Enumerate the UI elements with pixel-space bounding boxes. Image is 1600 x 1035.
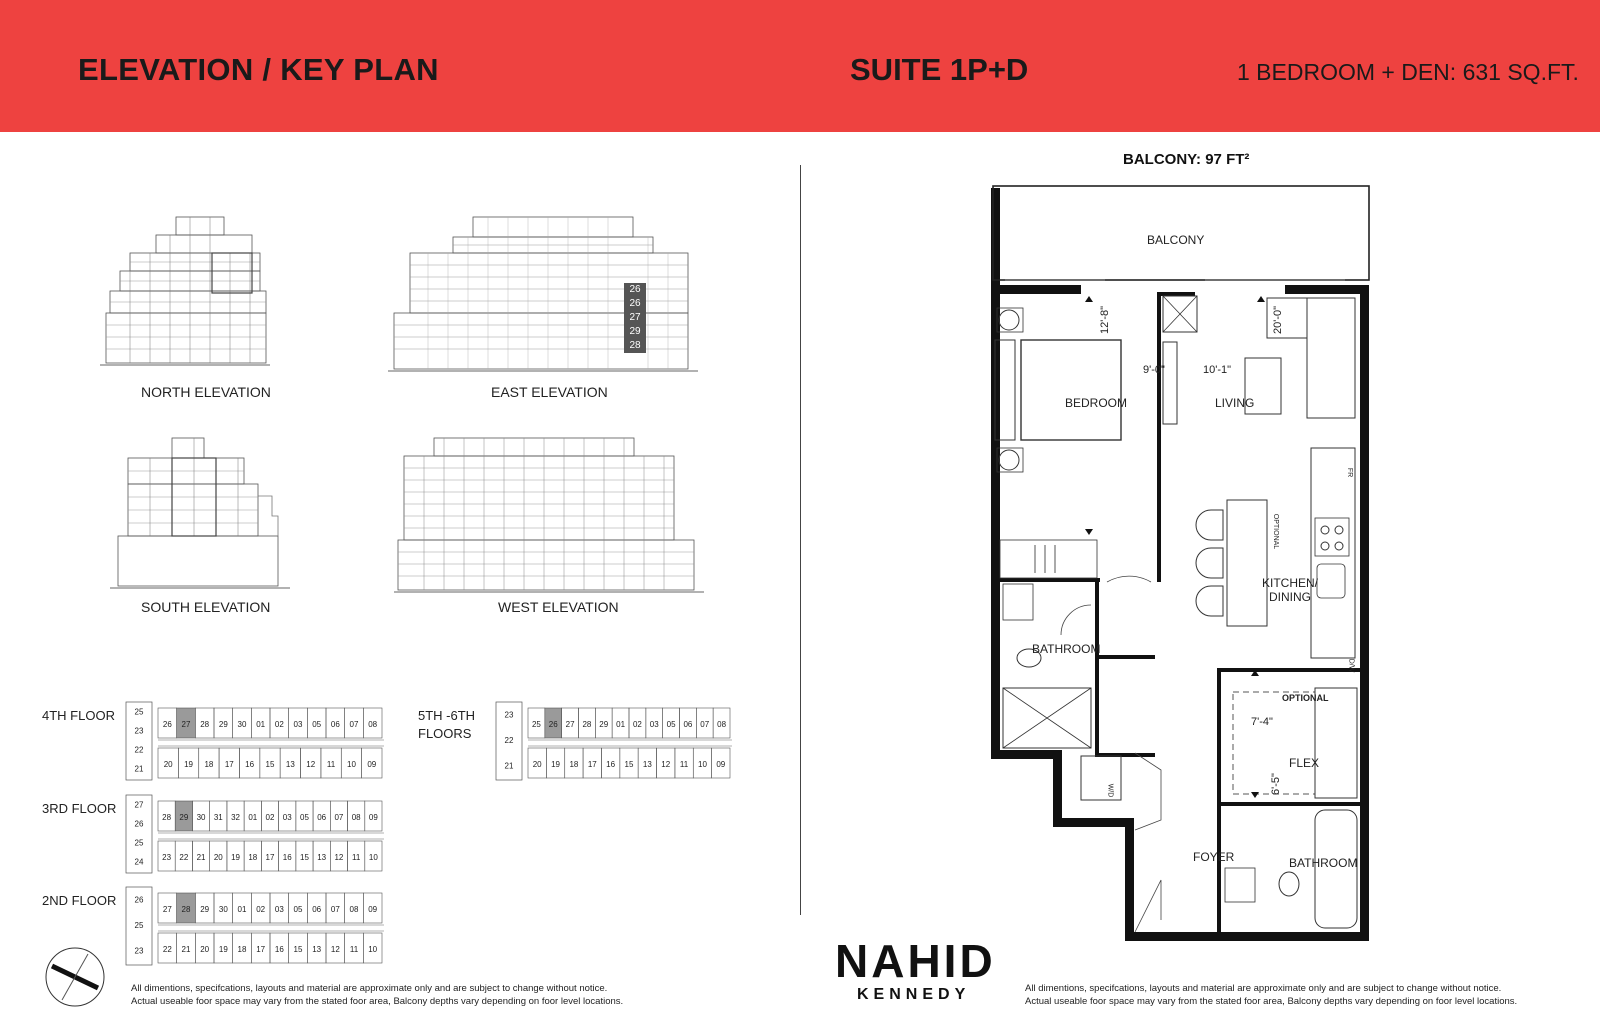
key-plan-unit-label: 09 [367,760,377,769]
key-plan-unit-label: 13 [285,760,295,769]
north-elevation-label: NORTH ELEVATION [141,384,271,400]
bedroom-depth-dim: 12'-8" [1099,305,1112,335]
key-plan-unit-label: 01 [616,720,626,729]
key-plan-unit-label: 13 [312,945,322,954]
key-plan-unit-label: 20 [532,760,542,769]
key-plan-unit-label: 18 [237,945,247,954]
key-plan-unit-label: 27 [162,905,172,914]
key-plan-unit-label: 19 [551,760,560,769]
key-plan-unit-label: 15 [265,760,275,769]
key-plan-unit-label: 16 [606,760,616,769]
kitchen-dining-label [1262,576,1318,604]
key-plan-unit-label: 28 [200,720,210,729]
key-plan-unit-label: 19 [218,945,228,954]
disclaimer-right [1025,982,1517,1008]
key-plan-unit-label: 18 [569,760,579,769]
column-divider [800,165,801,915]
key-plan-unit-label: 08 [349,905,359,914]
key-plan-unit-label: 11 [679,760,689,769]
key-plan-unit-label: 17 [256,945,266,954]
east-elevation-unit-markers [624,283,646,353]
key-plan-unit-label: 27 [134,800,144,810]
key-plan-unit-label: 30 [218,905,228,914]
key-plan-unit-label: 24 [134,857,144,867]
north-elevation-drawing [100,215,270,370]
disclaimer-line: Actual useable foor space may vary from the stated foor area, Balcony depths vary depending on foor level locations. [1025,996,1518,1007]
key-plan-unit-label: 21 [196,853,206,862]
key-plan-unit-label: 01 [248,813,258,822]
key-plan-unit-label: 07 [330,905,340,914]
key-plan-unit-label: 12 [306,760,316,769]
key-plan-unit-label: 23 [134,946,144,956]
key-plan-unit-label: 11 [349,945,359,954]
section-title: ELEVATION / KEY PLAN [78,52,439,87]
key-plan-unit-label: 12 [330,945,340,954]
flex-width-dim: 7'-4" [1251,716,1273,728]
living-width-dim: 10'-1" [1203,364,1232,376]
key-plan-unit-label: 21 [504,761,514,771]
key-plan-unit-label: 05 [666,720,676,729]
optional-label: OPTIONAL [1282,693,1329,703]
key-plan-unit-label: 28 [582,720,592,729]
key-plan-unit-label: 18 [204,760,214,769]
living-depth-dim: 20'-0" [1272,305,1285,335]
key-plan-unit-label: 17 [224,760,234,769]
key-plan-unit-label: 20 [163,760,173,769]
key-plan-unit-label: 29 [218,720,228,729]
key-plan-unit-label: 18 [248,853,258,862]
key-plan-unit-label: 29 [200,905,210,914]
key-plan-unit-label: 03 [274,905,284,914]
key-plan-unit-label: 05 [312,720,322,729]
key-plan-unit-label: 01 [256,720,266,729]
bathroom-1-label: BATHROOM [1032,642,1101,656]
key-plan-unit-label: 30 [237,720,247,729]
east-elevation-drawing [388,215,698,375]
key-plan-unit-label: 29 [599,720,609,729]
key-plan-unit-label: 31 [213,813,223,822]
key-plan-unit-label: 08 [368,720,378,729]
key-plan-unit-label: 02 [265,813,275,822]
bedroom-width-dim: 9'-0" [1143,364,1165,376]
floor-5-6-key-plan [494,700,734,785]
key-plan-unit-label: 26 [548,720,558,729]
suite-title: SUITE 1P+D [850,52,1029,87]
key-plan-unit-label: 15 [300,853,309,862]
key-plan-unit-label: 09 [368,905,378,914]
disclaimer-line: Actual useable foor space may vary from the stated foor area, Balcony depths vary depending on foor level locations. [131,996,624,1007]
key-plan-unit-label: 10 [698,760,707,769]
key-plan-unit-label: 10 [368,853,378,862]
key-plan-unit-label: 05 [293,905,303,914]
key-plan-unit-label: 08 [351,813,361,822]
key-plan-unit-label: 25 [134,838,144,848]
key-plan-unit-label: 27 [565,720,575,729]
disclaimer-line: All dimentions, specifcations, layouts and material are approximate only and are subject to change without notice. [131,983,608,994]
key-plan-unit-label: 26 [162,720,172,729]
west-elevation-label: WEST ELEVATION [498,599,619,615]
floor-2-key-plan [124,885,386,970]
south-elevation-label: SOUTH ELEVATION [141,599,271,615]
key-plan-unit-label: 16 [245,760,255,769]
key-plan-unit-label: 23 [162,853,172,862]
key-plan-unit-label: 26 [134,819,144,829]
floor-3-label: 3RD FLOOR [42,801,117,816]
key-plan-unit-label: 19 [231,853,240,862]
key-plan-unit-label: 02 [274,720,284,729]
fridge-label: FR [1346,467,1354,478]
key-plan-unit-label: 20 [200,945,210,954]
key-plan-unit-label: 09 [368,813,378,822]
header-bar [0,0,1600,132]
floor-2-label: 2ND FLOOR [42,893,117,908]
floor-3-key-plan [124,793,386,878]
key-plan-unit-label: 16 [274,945,284,954]
key-plan-unit-label: 25 [134,921,144,930]
key-plan-unit-label: 23 [134,726,144,736]
key-plan-unit-label: 26 [134,895,144,905]
key-plan-unit-label: 05 [300,813,309,822]
key-plan-unit-label: 17 [265,853,275,862]
unit-marker: 29 [629,326,641,337]
unit-info: 1 BEDROOM + DEN: 631 SQ.FT. [1237,59,1579,85]
key-plan-unit-label: 06 [312,905,322,914]
unit-marker: 27 [629,312,641,323]
key-plan-unit-label: 11 [351,853,361,862]
key-plan-unit-label: 07 [700,720,710,729]
south-elevation-drawing [110,436,290,591]
key-plan-unit-label: 22 [162,945,172,954]
disclaimer-line: All dimentions, specifcations, layouts and material are approximate only and are subject to change without notice. [1025,983,1502,994]
suite-floor-plan [985,180,1395,945]
key-plan-unit-label: 10 [368,945,378,954]
north-arrow-icon [44,946,106,1008]
bedroom-label: BEDROOM [1065,396,1128,410]
key-plan-unit-label: 32 [231,813,240,822]
unit-marker: 28 [629,340,641,351]
washer-dryer-label: W/D [1106,783,1114,798]
key-plan-unit-label: 21 [134,764,144,774]
kitchen-label: KITCHEN/ [1262,576,1319,590]
key-plan-unit-label: 03 [282,813,292,822]
east-elevation-label: EAST ELEVATION [491,384,608,400]
key-plan-unit-label: 12 [334,853,344,862]
key-plan-unit-label: 13 [317,853,327,862]
key-plan-unit-label: 06 [683,720,693,729]
key-plan-unit-label: 01 [237,905,247,914]
key-plan-unit-label: 19 [184,760,193,769]
key-plan-unit-label: 06 [330,720,340,729]
key-plan-unit-label: 12 [661,760,671,769]
key-plan-unit-label: 21 [181,945,191,954]
key-plan-unit-label: 08 [717,720,727,729]
living-label: LIVING [1215,396,1255,410]
key-plan-unit-label: 29 [179,813,189,822]
flex-label: FLEX [1289,756,1320,770]
key-plan-unit-label: 27 [181,720,191,729]
key-plan-unit-label: 28 [181,905,191,914]
flex-depth-dim: 6'-5" [1269,773,1282,795]
key-plan-unit-label: 07 [349,720,359,729]
key-plan-unit-label: 02 [256,905,266,914]
key-plan-unit-label: 15 [624,760,634,769]
west-elevation-drawing [394,436,704,596]
bathroom-2-label: BATHROOM [1289,856,1358,870]
key-plan-unit-label: 22 [134,745,144,755]
key-plan-unit-label: 17 [587,760,597,769]
key-plan-unit-label: 07 [334,813,344,822]
dining-label: DINING [1269,590,1311,604]
key-plan-unit-label: 03 [649,720,659,729]
floor-4-label: 4TH FLOOR [42,708,115,723]
dishwasher-label: D/W [1347,658,1355,673]
key-plan-unit-label: 02 [632,720,642,729]
key-plan-unit-label: 09 [716,760,726,769]
key-plan-unit-label: 13 [642,760,652,769]
key-plan-unit-label: 15 [293,945,303,954]
disclaimer-left [131,982,623,1008]
floor-4-key-plan [124,700,386,785]
key-plan-unit-label: 22 [504,736,514,745]
brand-logo-sub: KENNEDY [857,986,971,1003]
key-plan-unit-label: 30 [196,813,206,822]
key-plan-unit-label: 20 [213,853,223,862]
key-plan-unit-label: 11 [326,760,336,769]
floor-5-6-label-line1: 5TH -6TH [418,708,476,723]
brand-logo: NAHID [835,935,996,987]
key-plan-unit-label: 28 [162,813,172,822]
unit-marker: 26 [629,298,641,309]
key-plan-unit-label: 03 [293,720,303,729]
floor-5-6-label-line2: FLOORS [418,726,472,741]
balcony-area: BALCONY: 97 FT² [1123,151,1250,168]
foyer-label: FOYER [1193,850,1235,864]
key-plan-unit-label: 22 [179,853,189,862]
unit-marker: 26 [629,284,641,295]
key-plan-unit-label: 06 [317,813,327,822]
optional-island-label: OPTIONAL [1272,513,1280,550]
balcony-label: BALCONY [1147,233,1205,247]
key-plan-unit-label: 23 [504,710,514,720]
key-plan-unit-label: 16 [282,853,292,862]
key-plan-unit-label: 10 [347,760,356,769]
key-plan-unit-label: 25 [134,707,144,717]
key-plan-unit-label: 25 [531,720,541,729]
